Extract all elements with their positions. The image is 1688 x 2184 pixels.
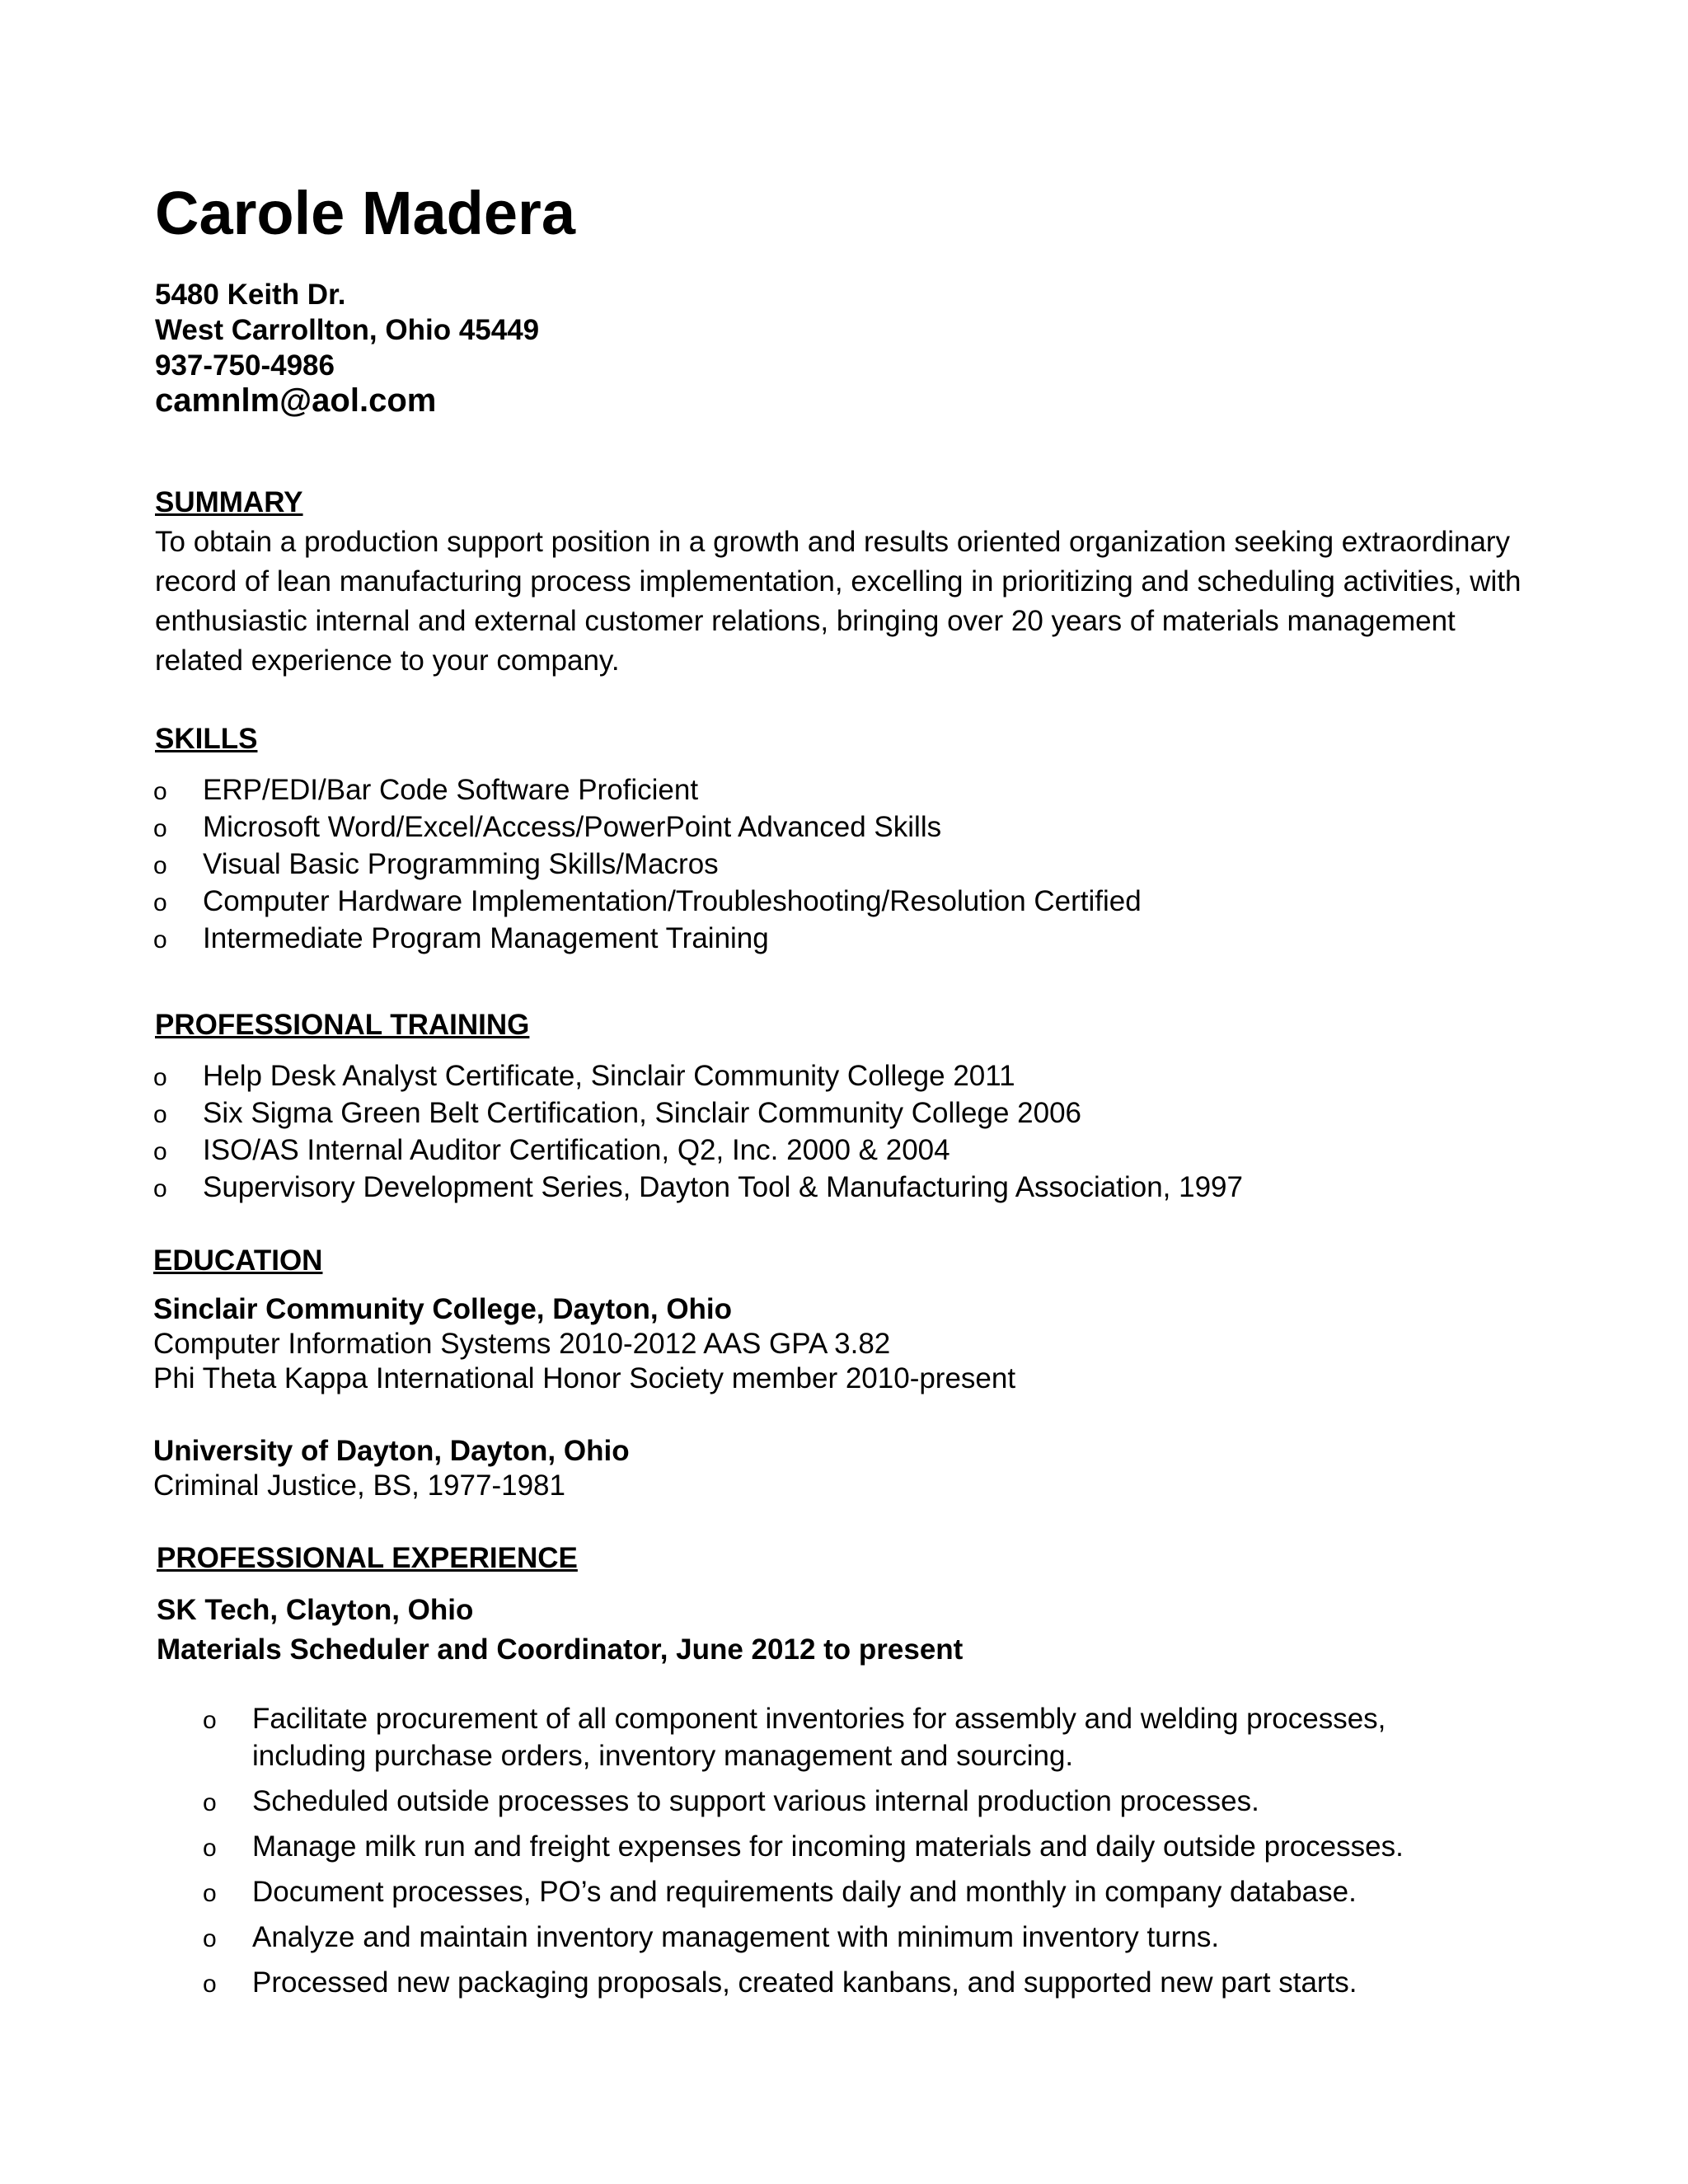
bullet-marker: o: [153, 1175, 167, 1202]
training-text: Help Desk Analyst Certificate, Sinclair Community College 2011: [203, 1060, 1015, 1092]
bullet-marker: o: [203, 1925, 217, 1952]
bullet-marker: o: [203, 1880, 217, 1907]
summary-heading: SUMMARY: [155, 486, 303, 518]
skill-text: Intermediate Program Management Training: [203, 922, 769, 954]
company-name: SK Tech, Clayton, Ohio: [157, 1594, 474, 1626]
candidate-name: Carole Madera: [155, 179, 575, 247]
training-heading: PROFESSIONAL TRAINING: [155, 1009, 530, 1041]
list-item: [203, 1964, 1439, 2001]
phone-number: 937-750-4986: [155, 349, 335, 382]
address-line-1: 5480 Keith Dr.: [155, 279, 346, 311]
list-item: [153, 1057, 1243, 1094]
bullet-marker: o: [153, 778, 167, 805]
training-list: [153, 1057, 1243, 1206]
skills-heading: SKILLS: [155, 723, 258, 755]
training-text: ISO/AS Internal Auditor Certification, Q2, Inc. 2000 & 2004: [203, 1134, 950, 1166]
training-text: Six Sigma Green Belt Certification, Sinclair Community College 2006: [203, 1097, 1082, 1129]
list-item: [203, 1783, 1439, 1820]
list-item: [153, 1094, 1243, 1132]
list-item: [153, 920, 1142, 957]
list-item: [203, 1873, 1439, 1910]
skill-text: Computer Hardware Implementation/Troubleshooting/Resolution Certified: [203, 885, 1142, 917]
training-text: Supervisory Development Series, Dayton Tool & Manufacturing Association, 1997: [203, 1171, 1243, 1203]
bullet-marker: o: [203, 1835, 217, 1862]
experience-text: Scheduled outside processes to support various internal production processes.: [252, 1785, 1259, 1817]
experience-text: Facilitate procurement of all component inventories for assembly and welding processes, including purchase orders, inventory management and sourcing.: [252, 1703, 1386, 1772]
list-item: [153, 808, 1142, 846]
bullet-marker: o: [153, 852, 167, 879]
contact-block: [155, 277, 539, 419]
list-item: [153, 1169, 1243, 1206]
bullet-marker: o: [153, 926, 167, 954]
job-header: [157, 1591, 963, 1670]
education-heading: EDUCATION: [153, 1244, 323, 1277]
list-item: [153, 883, 1142, 920]
list-item: [153, 771, 1142, 808]
list-item: [153, 846, 1142, 883]
experience-heading: PROFESSIONAL EXPERIENCE: [157, 1542, 578, 1574]
email-address: camnlm@aol.com: [155, 382, 437, 419]
bullet-marker: o: [203, 1789, 217, 1816]
experience-text: Manage milk run and freight expenses for incoming materials and daily outside processes.: [252, 1830, 1404, 1863]
education-detail: Phi Theta Kappa International Honor Society member 2010-present: [153, 1362, 1016, 1394]
experience-list: [203, 1700, 1439, 2009]
skill-text: Visual Basic Programming Skills/Macros: [203, 848, 719, 880]
address-line-2: West Carrollton, Ohio 45449: [155, 314, 540, 346]
bullet-marker: o: [153, 1064, 167, 1091]
school-name: University of Dayton, Dayton, Ohio: [153, 1435, 630, 1467]
bullet-marker: o: [203, 1707, 217, 1734]
list-item: [203, 1919, 1439, 1956]
bullet-marker: o: [203, 1971, 217, 1998]
bullet-marker: o: [153, 1101, 167, 1128]
list-item: [203, 1828, 1439, 1865]
education-detail: Computer Information Systems 2010-2012 AAS GPA 3.82: [153, 1328, 891, 1360]
list-item: [153, 1132, 1243, 1169]
summary-text: To obtain a production support position in a growth and results oriented organization seeking extraordinary record of lean manufacturing process implementation, excelling in prioritizing and scheduling activities, with enthusiastic internal and external customer relations, bringing over 20 years of materials management related experience to your company.: [155, 526, 1522, 677]
job-title: Materials Scheduler and Coordinator, June 2012 to present: [157, 1633, 964, 1666]
experience-text: Analyze and maintain inventory management with minimum inventory turns.: [252, 1921, 1220, 1953]
bullet-marker: o: [153, 815, 167, 842]
education-detail: Criminal Justice, BS, 1977-1981: [153, 1469, 565, 1502]
skill-text: Microsoft Word/Excel/Access/PowerPoint Advanced Skills: [203, 811, 942, 843]
education-entry: [153, 1434, 630, 1503]
experience-text: Processed new packaging proposals, created kanbans, and supported new part starts.: [252, 1966, 1357, 1999]
school-name: Sinclair Community College, Dayton, Ohio: [153, 1293, 733, 1325]
list-item: [203, 1700, 1439, 1774]
experience-text: Document processes, PO’s and requirements daily and monthly in company database.: [252, 1876, 1357, 1908]
bullet-marker: o: [153, 889, 167, 916]
education-entry: [153, 1292, 1015, 1396]
bullet-marker: o: [153, 1138, 167, 1165]
skills-list: [153, 771, 1142, 957]
skill-text: ERP/EDI/Bar Code Software Proficient: [203, 774, 699, 806]
